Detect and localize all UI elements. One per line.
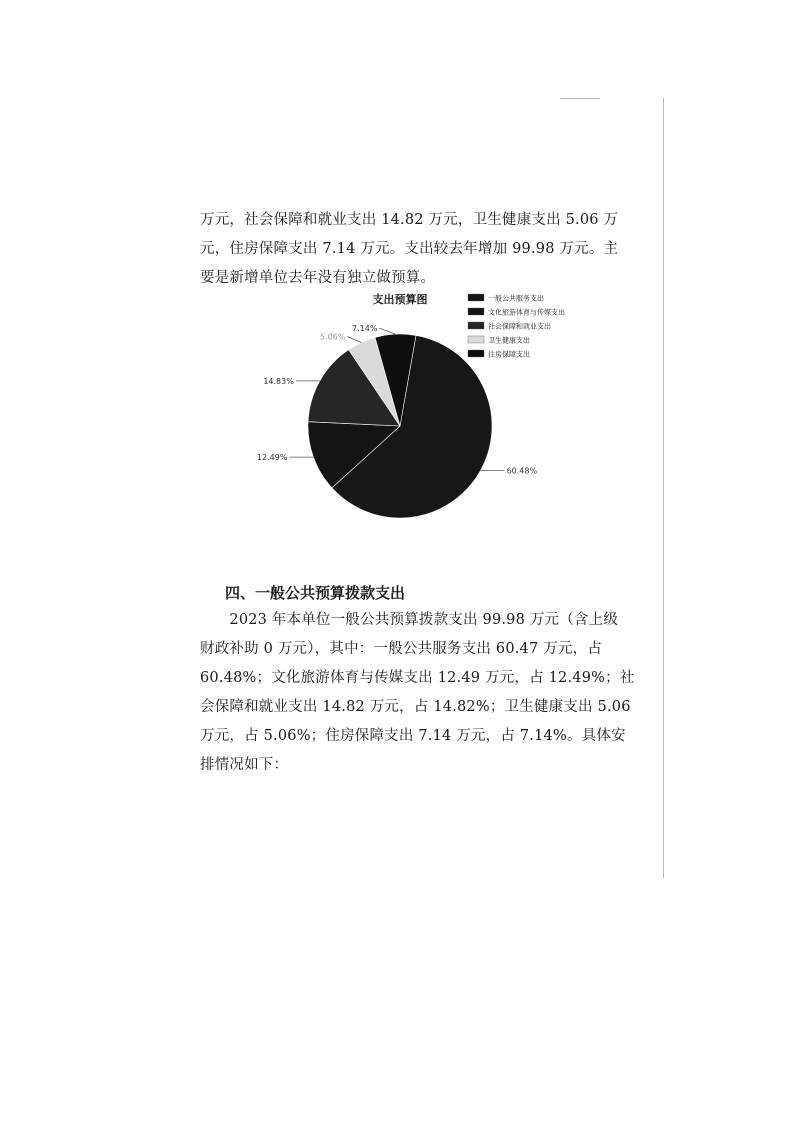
paragraph-line: 60.48%；文化旅游体育与传媒支出 12.49 万元，占 12.49%；社 [200,670,635,686]
paragraph-line: 要是新增单位去年没有独立做预算。 [200,270,436,286]
legend-label: 住房保障支出 [488,350,530,359]
legend-swatch [468,350,484,357]
paragraph-line: 财政补助 0 万元），其中：一般公共服务支出 60.47 万元，占 [200,641,603,657]
paragraph-line: 会保障和就业支出 14.82 万元，占 14.82%；卫生健康支出 5.06 [200,699,631,715]
paragraph-continuation [200,206,619,293]
paragraph-line: 2023 年本单位一般公共预算拨款支出 99.98 万元（含上级 [200,612,619,628]
legend-swatch [468,322,484,329]
pie-chart-svg [240,288,580,538]
section-heading: 四、一般公共预算拨款支出 [225,584,406,602]
paragraph-line: 元，住房保障支出 7.14 万元。支出较去年增加 99.98 万元。主 [200,241,619,257]
paragraph-line: 排情况如下： [200,757,289,773]
slice-data-label: 7.14% [352,324,378,334]
expenditure-pie-chart [240,288,580,538]
legend-swatch [468,336,484,343]
legend-label: 一般公共服务支出 [488,294,544,303]
legend-swatch [468,294,484,301]
chart-title: 支出预算图 [372,293,428,306]
pie-slices [308,334,492,518]
legend-swatch [468,308,484,315]
slice-data-label: 12.49% [256,453,288,463]
paragraph-line: 万元，占 5.06%；住房保障支出 7.14 万元，占 7.14%。具体安 [200,728,626,744]
legend-label: 社会保障和就业支出 [488,322,551,331]
label-leader-line [379,328,395,334]
label-leader-line [347,336,361,342]
scan-edge-line [663,98,664,878]
paragraph-line: 万元，社会保障和就业支出 14.82 万元，卫生健康支出 5.06 万 [200,212,619,228]
legend-label: 卫生健康支出 [488,336,530,345]
slice-data-label: 60.48% [506,466,538,476]
scan-edge-mark [560,98,600,99]
slice-data-label: 14.83% [263,376,294,386]
legend-label: 文化旅游体育与传媒支出 [488,308,565,317]
chart-legend [468,294,565,359]
appropriation-paragraph [200,606,635,780]
slice-data-label: 5.06% [319,332,346,342]
